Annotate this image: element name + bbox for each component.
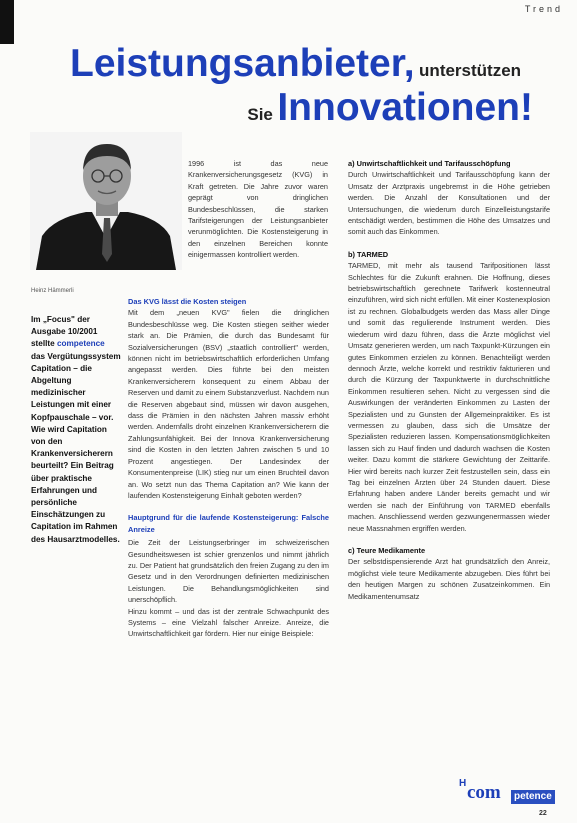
logo-h: H: [459, 778, 467, 789]
headline-line-1: [70, 42, 521, 86]
intro-paragraph: 1996 ist das neue Krankenversicherungsgesetz (KVG) in Kraft getreten. Die Jahre zuvor waren geprägt von dringlichen Bundesbeschlüssen, die starken Tarifsteigerungen der Leistungsanbieter verunmöglichten. Die Kostensteigerung in den einzelnen Bereichen konnte einigermassen kontrolliert werden.: [188, 159, 328, 260]
headline-big-1: Leistungsanbieter,: [70, 42, 415, 85]
section-heading: Hauptgrund für die laufende Kostensteigerung: Falsche Anreize: [128, 513, 329, 534]
body-paragraph: Durch Unwirtschaftlichkeit und Tarifausschöpfung kann der Umsatz der Arztpraxis ungebremst in die Höhe getrieben werden. Die Anzahl der Konsultationen und der Untersuchungen, die wiederum durch Einzelleistungstarife entschädigt werden, bestimmen die Höhe des Umsatzes und somit auch das Einkommen.: [348, 170, 550, 237]
headline-small-2: Sie: [247, 105, 273, 124]
body-paragraph: TARMED, mit mehr als tausend Tarifpositionen lässt Schlechtes für die Zukunft erahnen. Die Hoffnung, dieses betriebswirtschaftlich gerechnete Tarifwerk kostenneutral einzuführen, wird sich nicht erfüllen. Mit einer Kostenexplosion ist zu rechnen. Globalbudgets werden das Mass aller Dinge und somit das regulierende Instrument werden. Dies wiederum wird dazu führen, dass die Ärzte möglichst viel Umsatz generieren werden, um nach Taxpunkt-Kürzungen ein gutes Einkommen erzielen zu können. Benachteiligt werden dennoch Ärzte, welche korrekt und restriktiv fakturieren und durch die Kürzung der Taxpunktwerte in durchschnittliche Einkommen resultieren sehen. Nicht zu vergessen sind die Auswirkungen der veränderten Einkommen zu Lasten der Spezialisten und zu Gunsten der Allgemeinpraktiker. Es ist vermessen zu glauben, dass sich die Umsätze der Spezialisten reduzieren lassen. Kompensationsmöglichkeiten lassen sich zu Hauf finden und dadurch wachsen die Kosten weiter. Dazu kommt die stärkere Gewichtung der Zeittarife. Hier wird bereits nach kurzer Zeit festzustellen sein, dass ein Tag bei einzelnen Ärzten über 24 Stunden dauert. Diese Erfahrung haben andere Länder bereits gemacht und wir werden sie nach der Einführung von TARMED ebenfalls machen. Anschliessend werden gezwungenermassen wieder neue Massnahmen ergriffen werden.: [348, 261, 550, 533]
page-number: 22: [539, 810, 547, 817]
body-paragraph: Mit dem „neuen KVG" fielen die dringlichen Bundesbeschlüsse weg. Die Kosten stiegen seither wieder stark an. Die Prämien, die durch das Bundesamt für Sozialversicherungen (BSV) „staatlich controlliert" werden, können nicht im betriebswirtschaftlich erforderlichen Umfang angepasst werden. Dies führte bei den meisten Krankenversicherern konsequent zu einem Abbau der Reserven und damit zu einem Substanzverlust. Nachdem nun die Reserven abgebaut sind, müssen wir davon ausgehen, dass die Prämien in den nächsten Jahren massiv erhöht werden. Andernfalls droht einzelnen Krankenversicherern die Zahlungsunfähigkeit. Bei der Innova Krankenversicherung sind die Kosten in den letzten Jahren zwischen 5 und 10 Prozent angestiegen. Der Landesindex der Konsumentenpreise (LIK) stieg nur um einen Bruchteil davon an. Wo setzt nun das Thema Capitation an? Wie kann der laufenden Kostensteigerung Einhalt geboten werden?: [128, 308, 329, 500]
section-heading: c) Teure Medikamente: [348, 546, 426, 555]
middle-column: [128, 296, 329, 640]
body-paragraph: Der selbstdispensierende Arzt hat grundsätzlich den Anreiz, möglichst viele teure Medikamente abzugeben. Dies führt bei den heutigen Margen zu schönen Zusatzeinkommen. Ein Medikamentenumsatz: [348, 557, 550, 601]
body-paragraph: Die Zeit der Leistungserbringer im schweizerischen Gesundheitswesen ist schier grenzenlos und nimmt jährlich zu. Der Patient hat grundsätzlich den freien Zugang zu den im Gesetz und in den Verordnungen definierten medizinischen Leistungen. Die Behandlungsmöglichkeiten sind unerschöpflich.: [128, 538, 329, 605]
portrait-photo: [30, 132, 182, 270]
lead-accent: competence: [56, 339, 105, 349]
section-heading: Das KVG lässt die Kosten steigen: [128, 297, 247, 306]
right-column: [348, 158, 550, 602]
headline-big-2: Innovationen!: [277, 86, 533, 129]
logo-petence: petence: [511, 790, 555, 804]
corner-mark: [0, 0, 14, 44]
photo-caption: Heinz Hämmerli: [31, 288, 74, 294]
intro-column: [188, 158, 328, 261]
logo-com: com: [467, 782, 501, 803]
body-paragraph: Hinzu kommt – und das ist der zentrale Schwachpunkt des Systems – eine Vielzahl falscher Anreize. Anreize, die Unwirtschaftlichkeit gar fördern. Hier nur einige Beispiele:: [128, 606, 329, 639]
competence-logo: [459, 778, 565, 806]
lead-text-2: das Vergütungssystem Capitation – die Abgeltung medizinischer Leistungen mit einer Kopfpauschale – vor. Wie wird Capitation von den Krankenversicherern beurteilt? Ein Beitrag über praktische Erfahrungen und persönliche Einschätzungen zu Capitation im Rahmen des Hausarztmodelles.: [31, 351, 121, 544]
section-heading: b) TARMED: [348, 249, 389, 259]
lead-text-1: Im „Focus" der Ausgabe 10/2001 stellte: [31, 315, 98, 349]
section-label: Trend: [524, 4, 563, 14]
headline-line-2: [247, 86, 533, 130]
headline-small-1: unterstützen: [419, 61, 522, 80]
lead-paragraph: [31, 314, 121, 546]
section-heading: a) Unwirtschaftlichkeit und Tarifausschöpfung: [348, 159, 511, 168]
